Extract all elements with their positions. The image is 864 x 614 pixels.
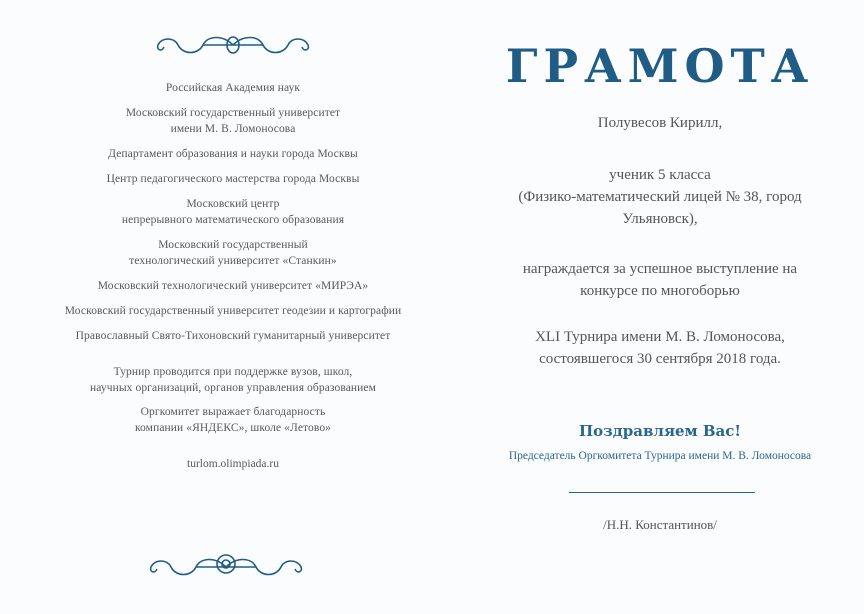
org-line: Московский государственный <box>158 239 308 251</box>
support-line: научных организаций, органов управления образованием <box>89 382 377 394</box>
award-panel <box>470 30 850 533</box>
website-link[interactable]: turlom.olimpiada.ru <box>187 458 279 470</box>
org-item <box>18 328 448 344</box>
chairman-title: Председатель Оргкомитета Турнира имени М. В. Ломоносова <box>508 450 812 462</box>
school-line: Ульяновск), <box>622 211 698 227</box>
org-line: имени М. В. Ломоносова <box>170 123 296 135</box>
organizers-list <box>18 80 448 344</box>
tournament-line: XLI Турнира имени М. В. Ломоносова, <box>535 329 785 345</box>
flourish-ornament-icon <box>141 550 311 580</box>
org-line: Православный Свято-Тихоновский гуманитарный университет <box>75 330 391 342</box>
org-line: Центр педагогического мастерства города Москвы <box>106 173 360 185</box>
org-item <box>18 278 448 294</box>
flourish-ornament-icon <box>148 32 318 58</box>
org-item <box>18 171 448 187</box>
recipient-name: Полувесов Кирилл, <box>597 115 723 131</box>
org-item <box>18 196 448 228</box>
support-line: компании «ЯНДЕКС», школе «Летово» <box>134 422 332 434</box>
recipient-school <box>470 186 850 230</box>
certificate-title: ГРАМОТА <box>505 39 815 93</box>
org-item <box>18 303 448 319</box>
org-line: Российская Академия наук <box>165 82 301 94</box>
org-item <box>18 105 448 137</box>
org-line: непрерывного математического образования <box>121 214 345 226</box>
support-line: Турнир проводится при поддержке вузов, школ, <box>113 366 353 378</box>
org-line: технологический университет «Станкин» <box>129 255 337 267</box>
support-item <box>18 404 448 436</box>
recipient-grade: ученик 5 класса <box>609 167 711 183</box>
org-item <box>18 237 448 269</box>
congratulations-heading: Поздравляем Вас! <box>579 422 741 440</box>
tournament-line: состоявшегося 30 сентября 2018 года. <box>539 351 781 367</box>
support-line: Оргкомитет выражает благодарность <box>140 406 326 418</box>
school-line: (Физико-математический лицей № 38, город <box>518 189 802 205</box>
organizers-panel <box>18 28 448 598</box>
org-line: Московский центр <box>186 198 280 210</box>
support-notes <box>18 364 448 436</box>
award-reason <box>470 258 850 302</box>
award-line: награждается за успешное выступление на <box>522 261 798 277</box>
org-item <box>18 146 448 162</box>
org-line: Московский государственный университет <box>125 107 341 119</box>
org-line: Московский государственный университет геодезии и картографии <box>64 305 402 317</box>
signer-name: /Н.Н. Константинов/ <box>603 517 717 532</box>
tournament-info <box>470 326 850 370</box>
support-item <box>18 364 448 396</box>
org-line: Московский технологический университет «МИРЭА» <box>97 280 369 292</box>
signature-line <box>569 492 755 493</box>
org-line: Департамент образования и науки города Москвы <box>108 148 358 160</box>
org-item <box>18 80 448 96</box>
award-line: конкурсе по многоборью <box>580 283 740 299</box>
